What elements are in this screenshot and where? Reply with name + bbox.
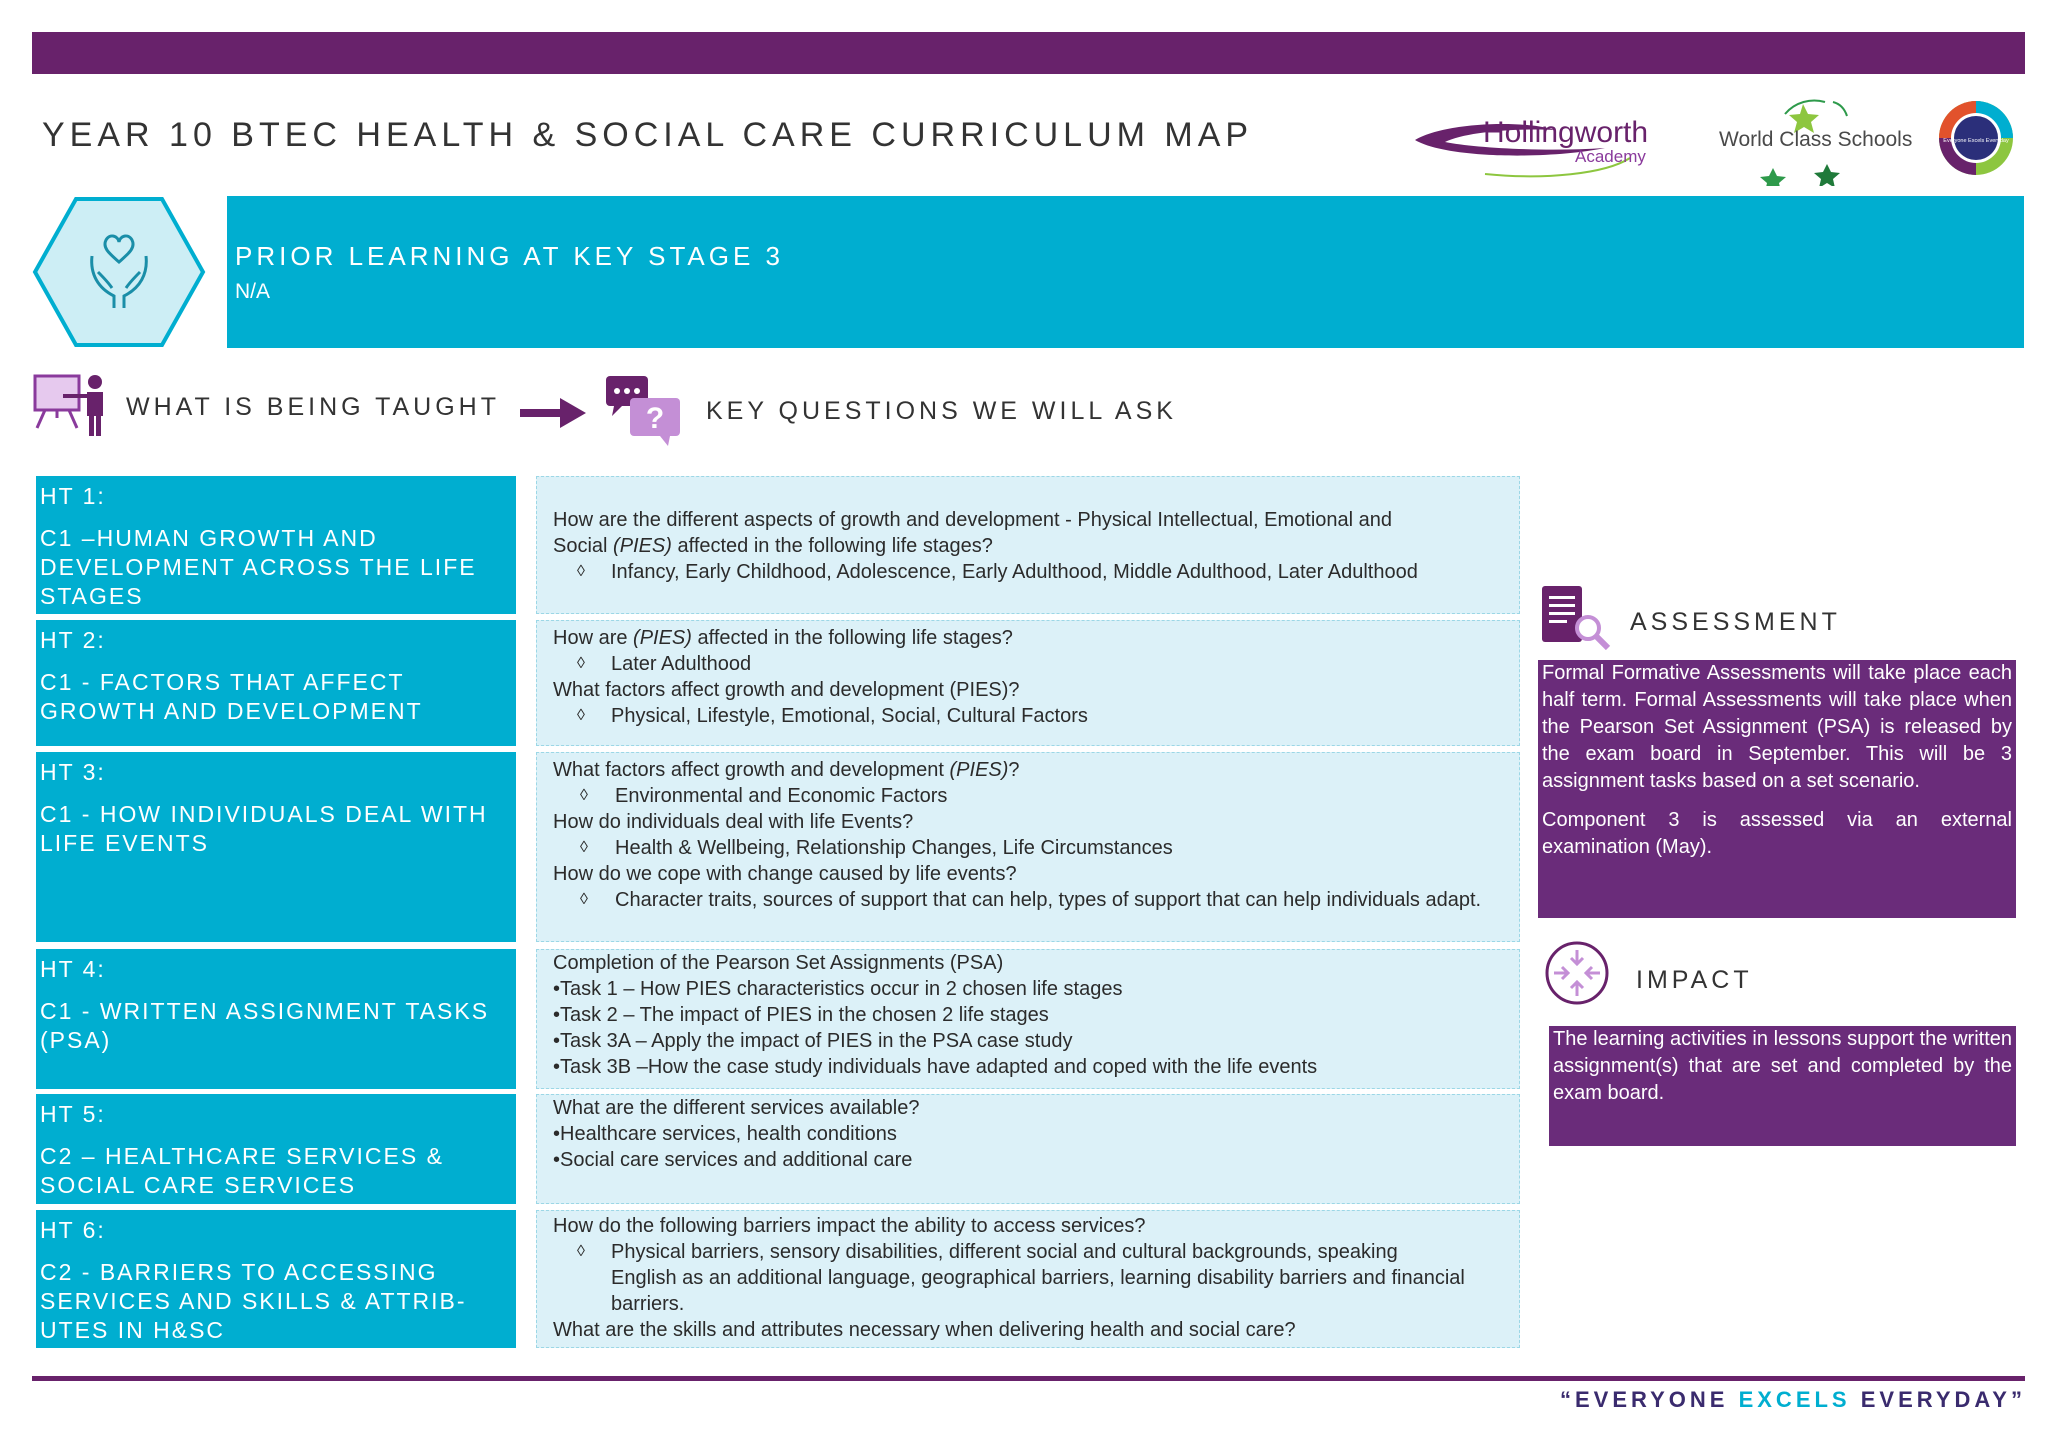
term-title: C2 - BARRIERS TO ACCESSING SERVICES AND SKILLS & ATTRIB-UTES IN H&SC bbox=[40, 1259, 467, 1343]
everyone-excels-badge bbox=[1938, 100, 2014, 176]
question-chat-icon bbox=[604, 374, 684, 446]
question-line: Social (PIES) affected in the following life stages? bbox=[553, 535, 993, 557]
term-title: C1 –HUMAN GROWTH AND DEVELOPMENT ACROSS THE LIFE STAGES bbox=[40, 525, 477, 609]
assessment-heading: ASSESSMENT bbox=[1630, 608, 1841, 636]
bullet-line: ◊ Later Adulthood bbox=[553, 651, 1505, 677]
impact-box bbox=[1549, 1026, 2016, 1146]
what-is-being-taught-heading: WHAT IS BEING TAUGHT bbox=[126, 393, 501, 421]
task-line: •Task 2 – The impact of PIES in the chosen 2 life stages bbox=[553, 1004, 1049, 1026]
hollingworth-logo bbox=[1405, 108, 1695, 188]
prior-learning-panel bbox=[227, 196, 2024, 348]
svg-text:Everyone Excels Everyday: Everyone Excels Everyday bbox=[1943, 138, 2009, 144]
term-ht6-questions bbox=[536, 1210, 1520, 1348]
svg-text:Hollingworth: Hollingworth bbox=[1483, 116, 1649, 149]
term-ht3-questions bbox=[536, 752, 1520, 942]
impact-arrows-icon bbox=[1544, 940, 1610, 1006]
term-ht5-questions bbox=[536, 1094, 1520, 1204]
term-title: C2 – HEALTHCARE SERVICES & SOCIAL CARE SERVICES bbox=[40, 1143, 444, 1198]
task-line: •Task 1 – How PIES characteristics occur in 2 chosen life stages bbox=[553, 978, 1123, 1000]
bullet-line: ◊ Infancy, Early Childhood, Adolescence, Early Adulthood, Middle Adulthood, Later Adulthood bbox=[553, 559, 1505, 585]
question-line: What factors affect growth and development (PIES)? bbox=[553, 679, 1020, 701]
world-class-schools-logo bbox=[1715, 96, 1915, 186]
question-line: How do we cope with change caused by life events? bbox=[553, 863, 1017, 885]
prior-learning-hexagon bbox=[32, 196, 206, 348]
svg-text:?: ? bbox=[645, 402, 665, 435]
question-line: What are the skills and attributes necessary when delivering health and social care? bbox=[553, 1319, 1296, 1341]
term-label: HT 3: bbox=[40, 759, 106, 785]
term-ht6-cell bbox=[36, 1210, 516, 1348]
term-title: C1 - WRITTEN ASSIGNMENT TASKS (PSA) bbox=[40, 998, 490, 1053]
svg-text:Academy: Academy bbox=[1575, 147, 1646, 166]
question-line: What factors affect growth and development (PIES)? bbox=[553, 759, 1020, 781]
prior-learning-value: N/A bbox=[235, 280, 271, 303]
key-questions-heading: KEY QUESTIONS WE WILL ASK bbox=[706, 397, 1177, 425]
bullet-line: ◊ Health & Wellbeing, Relationship Changes, Life Circumstances bbox=[553, 835, 1505, 861]
term-label: HT 2: bbox=[40, 627, 106, 653]
page-title: YEAR 10 BTEC HEALTH & SOCIAL CARE CURRICULUM MAP bbox=[42, 116, 1254, 154]
assessment-text: Formal Formative Assessments will take place each half term. Formal Assessments will take place when the Pearson Set Assignment (PSA) is released by the exam board in September. This will be 3 assignment tasks based on a set scenario. bbox=[1542, 662, 2012, 792]
bullet-line: ◊ Physical, Lifestyle, Emotional, Social, Cultural Factors bbox=[553, 703, 1505, 729]
question-line: How do individuals deal with life Events? bbox=[553, 811, 914, 833]
question-line: What are the different services available? bbox=[553, 1097, 920, 1119]
question-line: How do the following barriers impact the ability to access services? bbox=[553, 1215, 1146, 1237]
term-ht1-questions bbox=[536, 476, 1520, 614]
question-line: How are the different aspects of growth and development - Physical Intellectual, Emotional and bbox=[553, 509, 1392, 531]
term-title: C1 - HOW INDIVIDUALS DEAL WITH LIFE EVENTS bbox=[40, 801, 488, 856]
bottom-divider bbox=[32, 1376, 2025, 1381]
term-ht1-cell bbox=[36, 476, 516, 614]
term-label: HT 1: bbox=[40, 483, 106, 509]
task-line: •Task 3B –How the case study individuals have adapted and coped with the life events bbox=[553, 1056, 1318, 1078]
term-title: C1 - FACTORS THAT AFFECT GROWTH AND DEVELOPMENT bbox=[40, 669, 423, 724]
term-ht5-cell bbox=[36, 1094, 516, 1204]
term-ht4-questions bbox=[536, 949, 1520, 1089]
bullet-line: ◊ Physical barriers, sensory disabilities, different social and cultural backgrounds, speaking English as an additional language, geographical barriers, learning disability barriers and financial barriers. bbox=[553, 1239, 1505, 1317]
task-line: •Task 3A – Apply the impact of PIES in the PSA case study bbox=[553, 1030, 1073, 1052]
assessment-box bbox=[1538, 660, 2016, 918]
term-ht3-cell bbox=[36, 752, 516, 942]
bullet-line: ◊ Environmental and Economic Factors bbox=[553, 783, 1505, 809]
assessment-text: Component 3 is assessed via an external examination (May). bbox=[1542, 809, 2012, 858]
service-line: •Social care services and additional care bbox=[553, 1149, 913, 1171]
arrow-right-icon bbox=[520, 398, 586, 428]
question-line: Completion of the Pearson Set Assignments (PSA) bbox=[553, 952, 1004, 974]
svg-text:World Class Schools: World Class Schools bbox=[1719, 128, 1913, 151]
impact-heading: IMPACT bbox=[1636, 966, 1753, 994]
school-motto: “EVERYONE EXCELS EVERYDAY” bbox=[1560, 1387, 2026, 1412]
impact-text: The learning activities in lessons support the written assignment(s) that are set and completed by the exam board. bbox=[1553, 1028, 2012, 1104]
bullet-line: ◊ Character traits, sources of support that can help, types of support that can help individuals adapt. bbox=[553, 887, 1505, 913]
term-ht4-cell bbox=[36, 949, 516, 1089]
top-banner bbox=[32, 32, 2025, 74]
term-label: HT 4: bbox=[40, 956, 106, 982]
service-line: •Healthcare services, health conditions bbox=[553, 1123, 897, 1145]
term-ht2-cell bbox=[36, 620, 516, 746]
question-line: How are (PIES) affected in the following life stages? bbox=[553, 627, 1013, 649]
assessment-document-icon bbox=[1540, 584, 1612, 650]
term-label: HT 6: bbox=[40, 1217, 106, 1243]
term-ht2-questions bbox=[536, 620, 1520, 746]
term-label: HT 5: bbox=[40, 1101, 106, 1127]
teacher-board-icon bbox=[33, 372, 107, 438]
prior-learning-heading: PRIOR LEARNING AT KEY STAGE 3 bbox=[235, 241, 784, 271]
